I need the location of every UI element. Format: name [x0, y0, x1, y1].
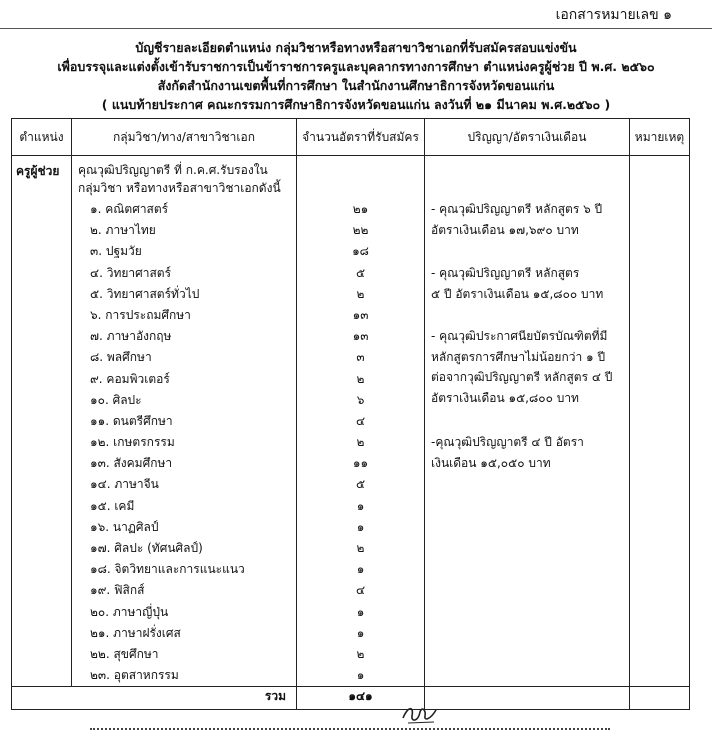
cut-off-text-fragment: [90, 728, 610, 736]
subject-intro-line: กลุ่มวิชา หรือทางหรือสาขาวิชาเอกดังนี้: [78, 180, 281, 195]
qualification-1: [431, 199, 625, 240]
subject-intro: [72, 156, 296, 197]
table-header-row: [12, 119, 690, 156]
header-remark: หมายเหตุ: [630, 119, 690, 156]
subject-count: ๒: [356, 371, 365, 386]
heading-line-2: เพื่อบรรจุและแต่งตั้งเข้ารับราชการเป็นข้าราชการครูและบุคลากรทางการศึกษา ตำแหน่งครูผู้ช่วย ปี พ.ศ. ๒๕๖๐: [57, 59, 655, 74]
header-count: จำนวนอัตราที่รับสมัคร: [297, 119, 425, 156]
total-label: รวม: [12, 687, 297, 710]
subject-intro-line: คุณวุฒิปริญญาตรี ที่ ก.ค.ศ.รับรองใน: [78, 163, 268, 177]
subject-item: ๓. ปฐมวัย: [90, 244, 142, 259]
subject-count: ๑: [356, 625, 365, 640]
remark-cell: [630, 156, 690, 687]
qualification-line: อัตราเงินเดือน ๑๗,๖๙๐ บาท: [431, 222, 579, 237]
subject-item: ๒๓. อุตสาหกรรม: [90, 668, 179, 683]
subject-count: ๒: [356, 541, 365, 555]
qualification-2: [431, 263, 625, 304]
subject-item: ๑๖. นาฏศิลป์: [90, 519, 159, 534]
heading-line-3: สังกัดสำนักงานเขตพื้นที่การศึกษา ในสำนักงานศึกษาธิการจังหวัดขอนแก่น: [157, 78, 555, 93]
subject-count: ๖: [356, 392, 365, 407]
table-row: [12, 156, 690, 687]
header-qualification: ปริญญา/อัตราเงินเดือน: [425, 119, 630, 156]
subject-count: ๑๑: [352, 456, 369, 471]
document-heading: [0, 38, 712, 114]
total-value: ๑๔๑: [297, 687, 425, 710]
subject-count: ๑: [356, 519, 365, 534]
signature-mark: [400, 702, 440, 726]
subject-count: ๑๓: [352, 329, 369, 344]
subject-item: ๕. วิทยาศาสตร์ทั่วไป: [90, 286, 200, 301]
heading-line-1: บัญชีรายละเอียดตำแหน่ง กลุ่มวิชาหรือทางหรือสาขาวิชาเอกที่รับสมัครสอบแข่งขัน: [135, 40, 577, 55]
positions-table: [11, 118, 690, 710]
position-cell: [12, 156, 72, 687]
total-empty-remark: [630, 687, 690, 710]
subject-count: ๒๑: [352, 202, 369, 216]
subject-item: ๑๐. ศิลปะ: [90, 392, 142, 407]
subject-item: ๒๒. สุขศึกษา: [90, 646, 159, 661]
header-subject: กลุ่มวิชา/ทาง/สาขาวิชาเอก: [72, 119, 297, 156]
subject-item: ๙. คอมพิวเตอร์: [90, 371, 170, 386]
subject-count: ๒: [356, 286, 365, 301]
subject-count: ๑: [356, 562, 365, 577]
subject-count: ๒: [356, 646, 365, 661]
subject-item: ๑๘. จิตวิทยาและการแนะแนว: [90, 562, 245, 577]
subject-item: ๒. ภาษาไทย: [90, 223, 156, 238]
header-position: ตำแหน่ง: [12, 119, 72, 156]
subject-item: ๑๓. สังคมศึกษา: [90, 456, 173, 471]
subject-cell: [72, 156, 297, 687]
subject-item: ๒๐. ภาษาญี่ปุ่น: [90, 604, 169, 619]
position-name: ครูผู้ช่วย: [16, 164, 60, 178]
subject-count: ๒๒: [352, 223, 369, 238]
subject-list: [72, 199, 296, 686]
subject-count: ๒: [356, 435, 365, 450]
subject-item: ๗. ภาษาอังกฤษ: [90, 329, 172, 344]
count-list: [297, 199, 424, 686]
document-number: เอกสารหมายเลข ๑: [555, 7, 672, 23]
qualification-line: - คุณวุฒิประกาศนียบัตรบัณฑิตที่มี: [431, 329, 608, 343]
subject-count: ๑๘: [352, 244, 369, 259]
subject-item: ๑. คณิตศาสตร์: [90, 202, 169, 216]
subject-item: ๑๗. ศิลปะ (ทัศนศิลป์): [90, 541, 203, 555]
qualification-line: - คุณวุฒิปริญญาตรี หลักสูตร: [431, 266, 580, 280]
subject-count: ๑: [356, 668, 365, 683]
qualification-line: - คุณวุฒิปริญญาตรี หลักสูตร ๖ ปี: [431, 202, 603, 216]
subject-count: ๔: [355, 583, 366, 598]
subject-item: ๖. การประถมศึกษา: [90, 307, 191, 322]
subject-item: ๒๑. ภาษาฝรั่งเศส: [90, 625, 181, 640]
subject-item: ๑๔. ภาษาจีน: [90, 477, 159, 492]
qualification-line: -คุณวุฒิปริญญาตรี ๔ ปี อัตรา: [431, 435, 584, 449]
qualification-cell: [425, 156, 630, 687]
subject-item: ๑๙. ฟิสิกส์: [90, 583, 145, 598]
heading-line-4: ( แนบท้ายประกาศ คณะกรรมการศึกษาธิการจังหวัดขอนแก่น ลงวันที่ ๒๑ มีนาคม พ.ศ.๒๕๖๐ ): [101, 97, 611, 112]
subject-item: ๑๑. ดนตรีศึกษา: [90, 413, 173, 428]
subject-count: ๑๓: [352, 307, 369, 322]
total-row: [12, 687, 690, 710]
subject-count: ๓: [356, 350, 365, 365]
subject-item: ๔. วิทยาศาสตร์: [90, 265, 172, 280]
subject-count: ๑: [356, 498, 365, 513]
qualification-3: [431, 326, 625, 408]
header-divider: [0, 28, 712, 29]
subject-item: ๑๒. เกษตรกรรม: [90, 435, 175, 450]
qualification-line: หลักสูตรการศึกษาไม่น้อยกว่า ๑ ปี: [431, 349, 606, 364]
total-empty-qualification: [425, 687, 630, 710]
subject-item: ๘. พลศึกษา: [90, 350, 152, 365]
qualification-line: เงินเดือน ๑๕,๐๕๐ บาท: [431, 455, 551, 470]
qualification-line: อัตราเงินเดือน ๑๕,๘๐๐ บาท: [431, 390, 579, 405]
qualification-line: ต่อจากวุฒิปริญญาตรี หลักสูตร ๔ ปี: [431, 370, 613, 384]
subject-count: ๕: [355, 477, 366, 492]
subject-item: ๑๕. เคมี: [90, 498, 135, 513]
qualification-line: ๕ ปี อัตราเงินเดือน ๑๕,๘๐๐ บาท: [431, 286, 604, 301]
count-cell: [297, 156, 425, 687]
subject-count: ๔: [355, 413, 366, 428]
subject-count: ๑: [356, 604, 365, 619]
subject-count: ๕: [355, 265, 366, 280]
qualification-4: [431, 432, 625, 473]
